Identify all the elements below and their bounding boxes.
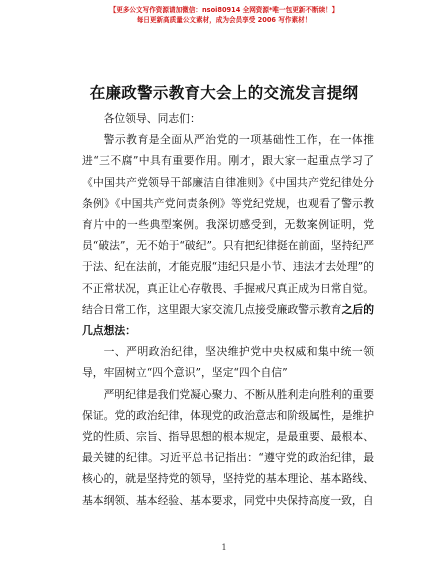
document-title: 在廉政警示教育大会上的交流发言提纲 xyxy=(89,84,359,102)
promo-banner-line-2: 每日更新高质量公文素材，成为会员享受 2006 写作素材！ xyxy=(136,16,312,24)
paragraph-intro-text: 警示教育是全面从严治党的一项基础性工作，在一体推进“三不腐”中具有重要作用。刚才，跟大家一起重点学习了《中国共产党领导干部廉洁自律准则》《中国共产党纪律处分条例》《中国共产党问责条例》等党纪党规，也观看了警示教育片中的一些典型案例。我深切感受到，无数案例证明，党员“破法”，无不始于“破纪”。只有把纪律挺在前面，坚持纪严于法、纪在法前，才能克服“违纪只是小节、违法才去处理”的不正常状况，真正让心存敬畏、手握戒尺真正成为日常自觉。结合日常工作，这里跟大家交流几点接受廉政警示教育 xyxy=(82,133,374,316)
promo-banner xyxy=(0,5,448,25)
paragraph-intro-bold: 之后的几点想法： xyxy=(82,302,375,338)
paragraph-political-discipline: 严明纪律是我们党凝心聚力、不断从胜利走向胜利的重要保证。党的政治纪律，体现党的政治意志和阶级属性，是维护党的性质、宗旨、指导思想的根本规定，是最重要、最根本、最关键的纪律。习近平总书记指出：“遵守党的政治纪律，最核心的，就是坚持党的领导，坚持党的基本理论、基本路线、基本纲领、基本经验、基本要求，同党中央保持高度一致，自 xyxy=(82,387,374,507)
section-1-heading: 一、严明政治纪律，坚决维护党中央权威和集中统一领导，牢固树立“四个意识”，坚定“四个自信” xyxy=(82,345,374,380)
salutation: 各位领导、同志们： xyxy=(103,112,201,125)
page-number: 1 xyxy=(221,543,227,552)
paragraph-intro xyxy=(82,129,374,341)
document-body xyxy=(82,108,374,511)
promo-banner-line-1: 【更多公文写作资源请加微信：nsoi80914 全网资源*唯一包更新不断续！】 xyxy=(109,6,339,14)
